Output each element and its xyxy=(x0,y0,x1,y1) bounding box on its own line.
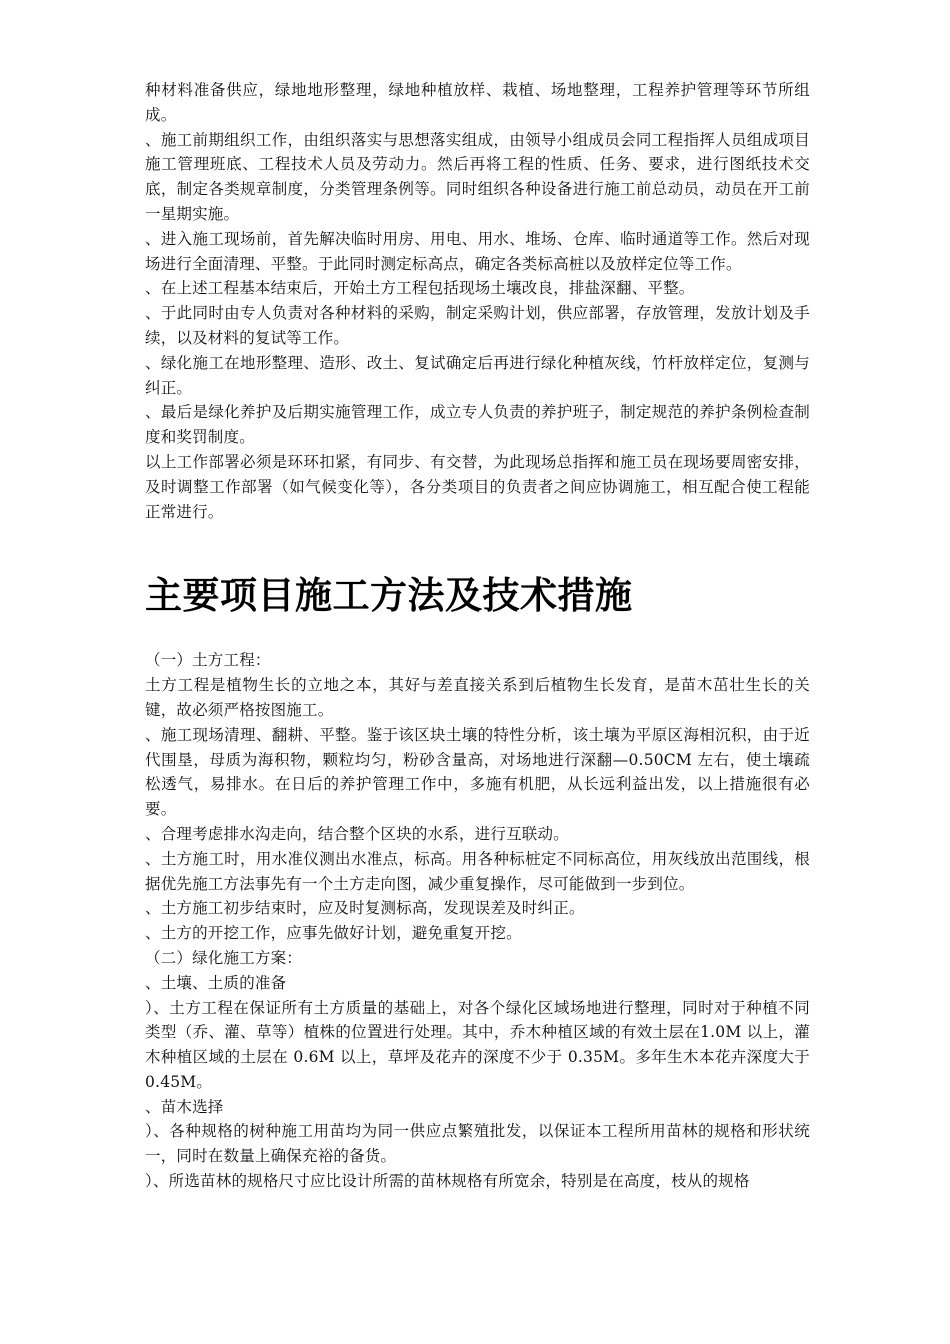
paragraph: 、在上述工程基本结束后，开始土方工程包括现场土壤改良，排盐深翻、平整。 xyxy=(145,279,695,298)
paragraph: 、于此同时由专人负责对各种材料的采购，制定采购计划，供应部署，存放管理，发放计划及手续，以及材料的复试等工作。 xyxy=(145,304,810,347)
paragraph: ）、所选苗林的规格尺寸应比设计所需的苗林规格有所宽余，特别是在高度，枝从的规格 xyxy=(145,1172,750,1191)
subsection-title: （一）土方工程： xyxy=(145,651,271,670)
paragraph: 、土方施工时，用水准仪测出水准点，标高。用各种标桩定不同标高位，用灰线放出范围线，根据优先施工方法事先有一个土方走向图，减少重复操作，尽可能做到一步到位。 xyxy=(145,849,810,893)
paragraph: 、土方施工初步结束时，应及时复测标高，发现误差及时纠正。 xyxy=(145,899,585,918)
paragraph: ）、各种规格的树种施工用苗均为同一供应点繁殖批发，以保证本工程所用苗林的规格和形状统一，同时在数量上确保充裕的备货。 xyxy=(145,1122,810,1166)
document-page xyxy=(145,78,810,1194)
paragraph: 、绿化施工在地形整理、造形、改土、复试确定后再进行绿化种植灰线，竹杆放样定位，复测与纠正。 xyxy=(145,353,810,397)
paragraph: 以上工作部署必须是环环扣紧，有同步、有交替，为此现场总指挥和施工员在现场要周密安排，及时调整工作部署（如气候变化等），各分类项目的负责者之间应协调施工，相互配合使工程能正常进行。 xyxy=(145,452,810,521)
paragraph: ）、土方工程在保证所有土方质量的基础上，对各个绿化区域场地进行整理，同时对于种植不同类型（乔、灌、草等）植株的位置进行处理。其中，乔木种植区域的有效土层在1.0M 以上，灌木种植区域的土层在 0.6M 以上，草坪及花卉的深度不少于 0.35M。多年生木本花卉深度大于 0.45M。 xyxy=(145,998,810,1091)
paragraph: 、合理考虑排水沟走向，结合整个区块的水系，进行互联动。 xyxy=(145,824,569,843)
paragraph: 种材料准备供应，绿地地形整理，绿地种植放样、栽植、场地整理，工程养护管理等环节所组成。 xyxy=(145,81,810,124)
section-heading: 主要项目施工方法及技术措施 xyxy=(145,574,633,618)
subsection-title: （二）绿化施工方案： xyxy=(145,948,303,967)
paragraph: 土方工程是植物生长的立地之本，其好与差直接关系到后植物生长发育，是苗木茁壮生长的关键，故必须严格按图施工。 xyxy=(145,676,810,719)
paragraph: 、最后是绿化养护及后期实施管理工作，成立专人负责的养护班子，制定规范的养护条例检查制度和奖罚制度。 xyxy=(145,403,810,447)
section-construction-methods xyxy=(145,648,810,1194)
paragraph: 、土方的开挖工作，应事先做好计划，避免重复开挖。 xyxy=(145,924,522,943)
paragraph: 、进入施工现场前，首先解决临时用房、用电、用水、堆场、仓库、临时通道等工作。然后对现场进行全面清理、平整。于此同时测定标高点，确定各类标高桩以及放样定位等工作。 xyxy=(145,229,810,273)
section-work-deployment xyxy=(145,78,810,524)
paragraph: 、土壤、土质的准备 xyxy=(145,973,287,992)
paragraph: 、施工前期组织工作，由组织落实与思想落实组成，由领导小组成员会同工程指挥人员组成项目施工管理班底、工程技术人员及劳动力。然后再将工程的性质、任务、要求，进行图纸技术交底，制定各类规章制度，分类管理条例等。同时组织各种设备进行施工前总动员，动员在开工前一星期实施。 xyxy=(145,130,810,223)
paragraph: 、苗木选择 xyxy=(145,1097,224,1116)
paragraph: 、施工现场清理、翻耕、平整。鉴于该区块土壤的特性分析，该土壤为平原区海相沉积，由于近代围垦，母质为海积物，颗粒均匀，粉砂含量高，对场地进行深翻—0.50CM 左右，使土壤疏松透气，易排水。在日后的养护管理工作中，多施有机肥，从长远利益出发，以上措施很有必要。 xyxy=(145,725,810,819)
